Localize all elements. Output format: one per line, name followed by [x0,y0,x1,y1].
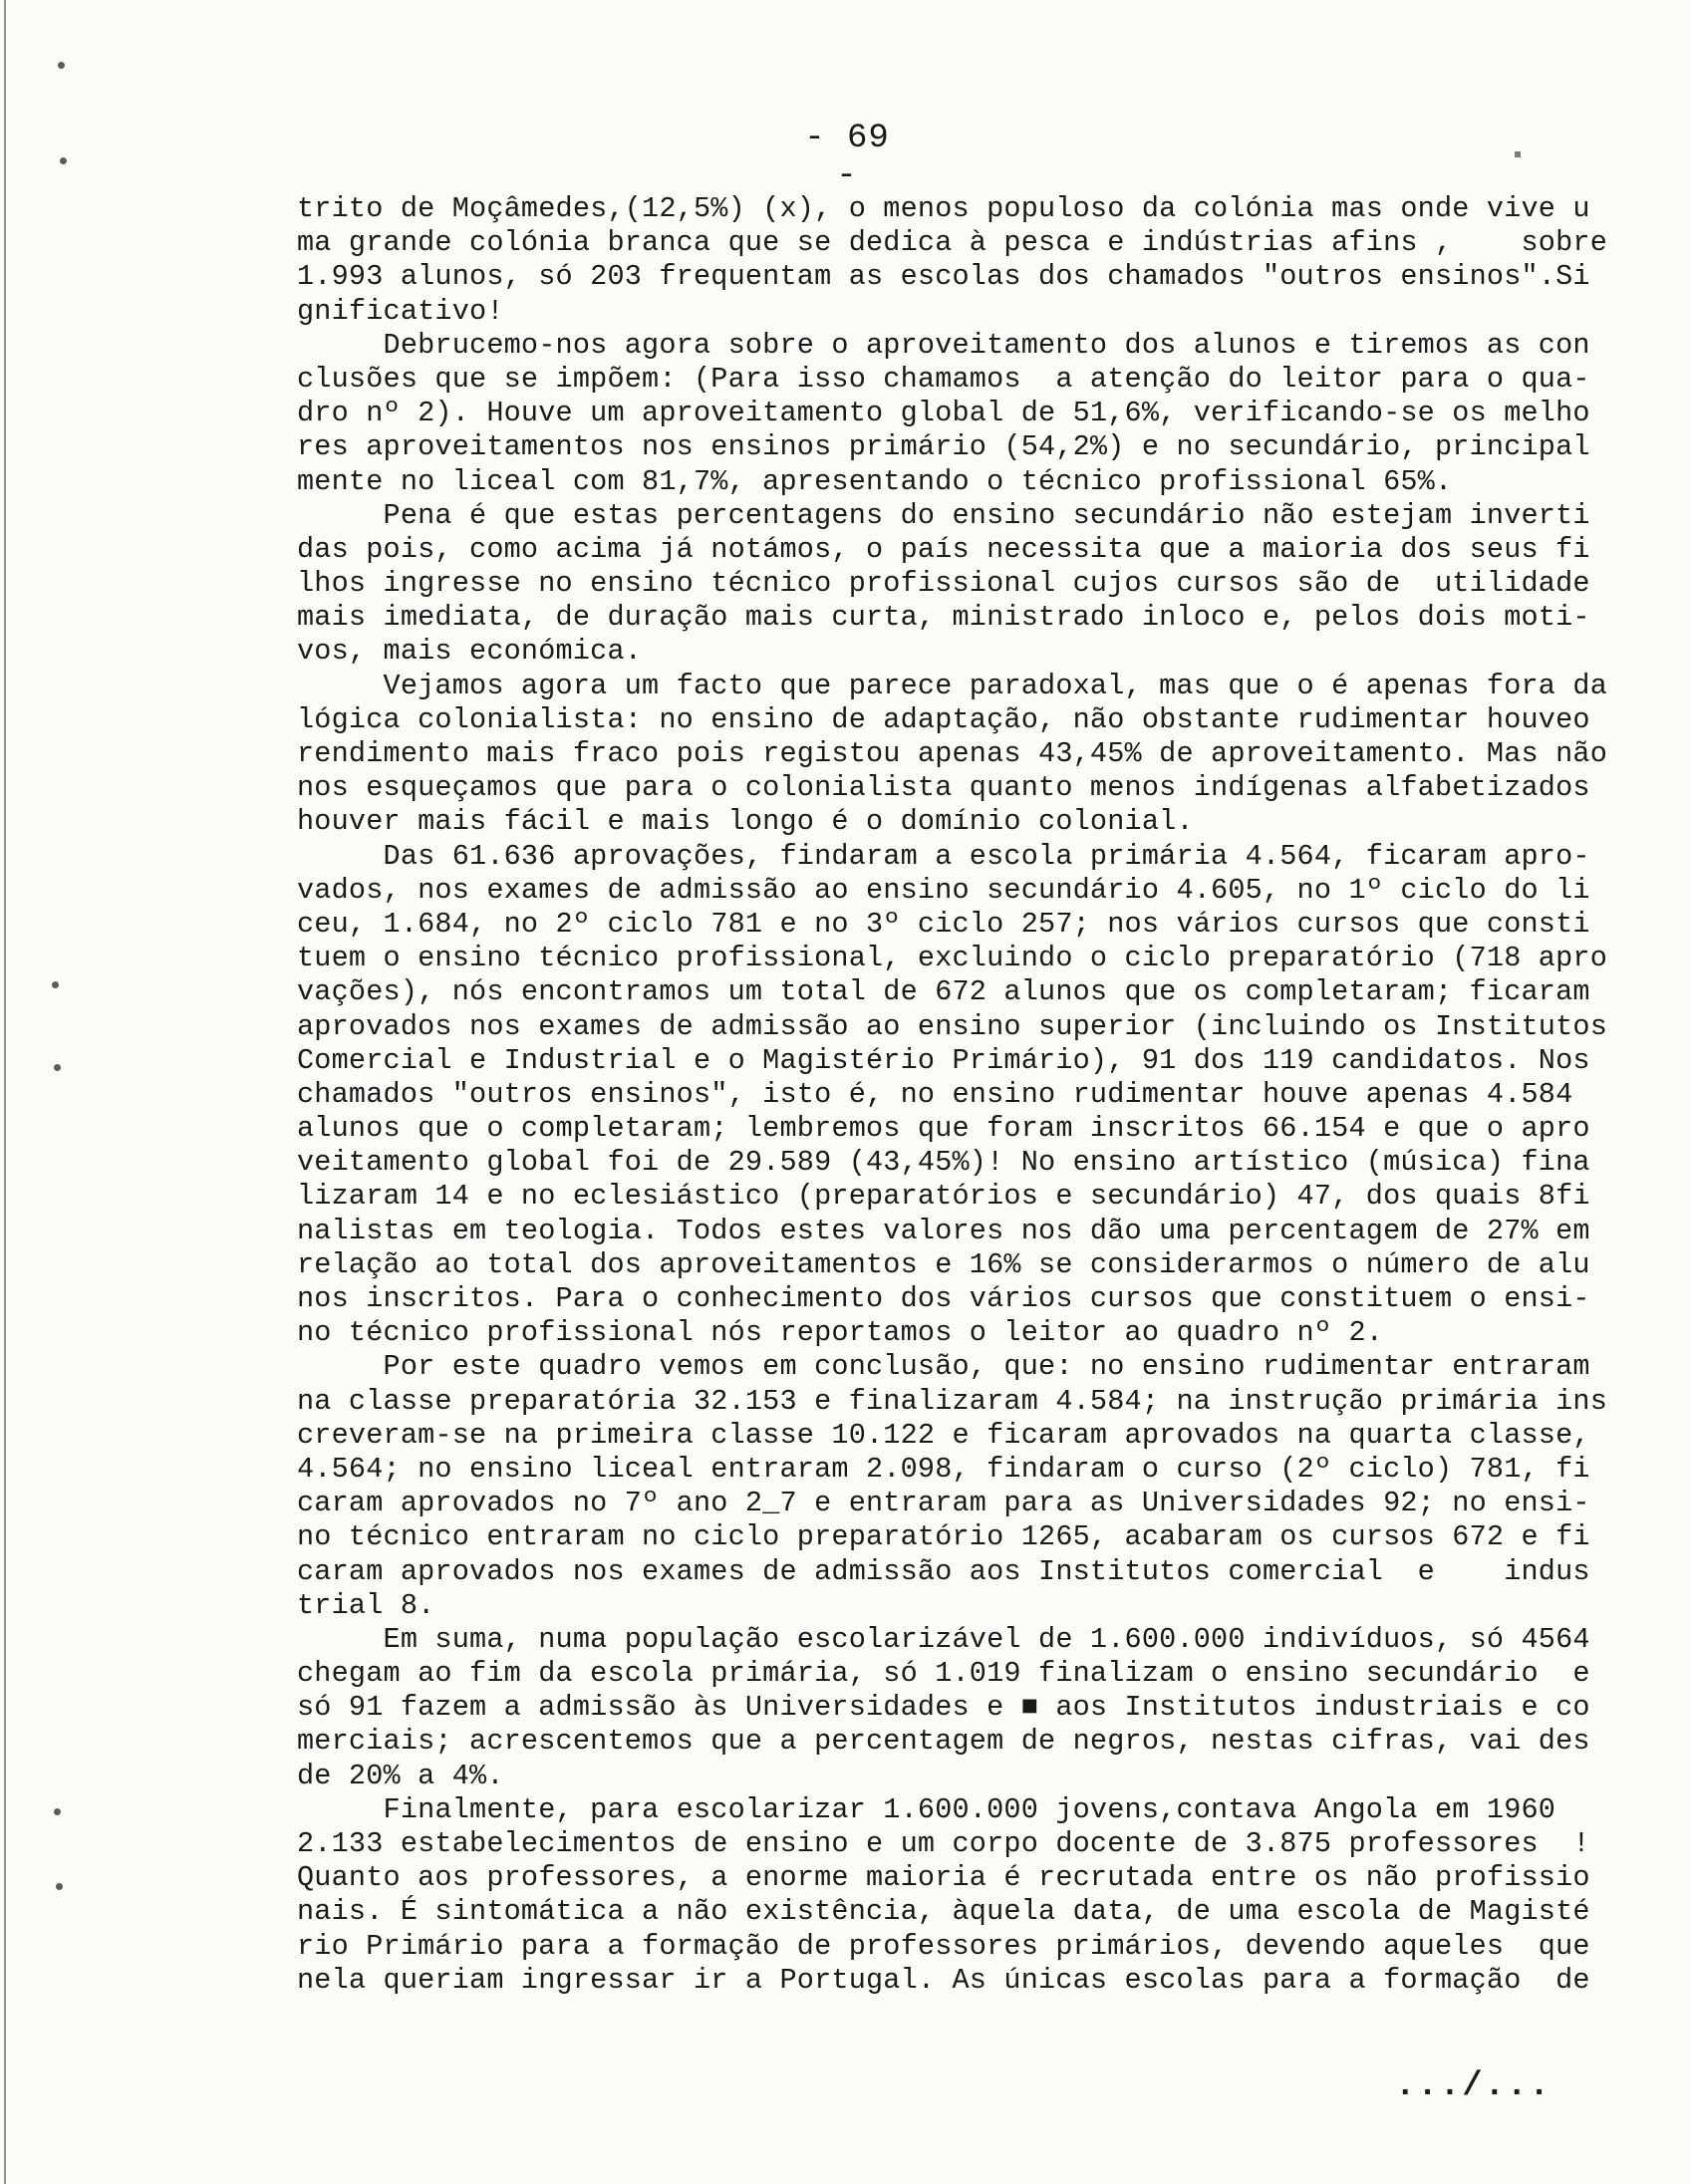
text-line: rio Primário para a formação de professores primários, devendo aqueles que [297,1929,1590,1963]
text-line: Quanto aos professores, a enorme maioria é recrutada entre os não profissio [297,1861,1590,1895]
text-line: merciais; acrescentemos que a percentagem de negros, nestas cifras, vai des [297,1725,1590,1759]
text-line: chegam ao fim da escola primária, só 1.019 finalizam o ensino secundário e [297,1657,1590,1691]
text-line: veitamento global foi de 29.589 (43,45%)! No ensino artístico (música) fina [297,1146,1590,1180]
text-line: vações), nós encontramos um total de 672 alunos que os completaram; ficaram [297,975,1590,1009]
text-line: Debrucemo-nos agora sobre o aproveitamento dos alunos e tiremos as con [297,328,1590,362]
text-line: 1.993 alunos, só 203 frequentam as escolas dos chamados "outros ensinos".Si [297,260,1590,294]
text-line: clusões que se impõem: (Para isso chamamos a atenção do leitor para o qua- [297,362,1590,396]
text-line: aprovados nos exames de admissão ao ensino superior (incluindo os Institutos [297,1009,1608,1043]
text-line: das pois, como acima já notámos, o país necessita que a maioria dos seus fi [297,532,1590,566]
punch-hole-mark [58,62,65,69]
text-line: lhos ingresse no ensino técnico profissional cujos cursos são de utilidade [297,567,1590,601]
text-line: nalistas em teologia. Todos estes valores nos dão uma percentagem de 27% em [297,1214,1590,1247]
text-line: rendimento mais fraco pois registou apenas 43,45% de aproveitamento. Mas não [297,737,1608,770]
text-line: vados, nos exames de admissão ao ensino secundário 4.605, no 1º ciclo do li [297,873,1590,907]
text-line: Por este quadro vemos em conclusão, que: no ensino rudimentar entraram [297,1350,1590,1384]
text-line: relação ao total dos aproveitamentos e 16% se considerarmos o número de alu [297,1247,1590,1281]
text-line: lizaram 14 e no eclesiástico (preparatórios e secundário) 47, dos quais 8fi [297,1180,1590,1214]
page-number: - 69 - [804,120,890,195]
text-line: 2.133 estabelecimentos de ensino e um corpo docente de 3.875 professores ! [297,1827,1590,1860]
punch-hole-mark [52,981,59,988]
text-line: ceu, 1.684, no 2º ciclo 781 e no 3º ciclo 257; nos vários cursos que consti [297,907,1590,941]
text-line: chamados "outros ensinos", isto é, no ensino rudimentar houve apenas 4.584 [297,1077,1573,1111]
punch-hole-mark [54,1808,61,1815]
text-line: vos, mais económica. [297,635,643,669]
text-line: Vejamos agora um facto que parece paradoxal, mas que o é apenas fora da [297,669,1608,702]
text-line: creveram-se na primeira classe 10.122 e ficaram aprovados na quarta classe, [297,1418,1590,1452]
text-line: trito de Moçâmedes,(12,5%) (x), o menos populoso da colónia mas onde vive u [297,192,1590,225]
text-line: nos esqueçamos que para o colonialista quanto menos indígenas alfabetizados [297,771,1590,805]
text-line: na classe preparatória 32.153 e finalizaram 4.584; na instrução primária ins [297,1384,1608,1418]
text-line: houver mais fácil e mais longo é o domínio colonial. [297,805,1194,839]
scan-speck [1515,151,1521,157]
text-line: 4.564; no ensino liceal entraram 2.098, findaram o curso (2º ciclo) 781, fi [297,1452,1590,1486]
text-line: mais imediata, de duração mais curta, ministrado inloco e, pelos dois moti- [297,601,1590,635]
text-line: Das 61.636 aprovações, findaram a escola primária 4.564, ficaram apro- [297,839,1590,873]
text-line: Comercial e Industrial e o Magistério Primário), 91 dos 119 candidatos. Nos [297,1043,1590,1077]
text-line: nos inscritos. Para o conhecimento dos vários cursos que constituem o ensi- [297,1282,1590,1315]
text-line: no técnico entraram no ciclo preparatório 1265, acabaram os cursos 672 e fi [297,1520,1590,1554]
text-line: res aproveitamentos nos ensinos primário (54,2%) e no secundário, principal [297,430,1590,464]
text-line: trial 8. [297,1588,435,1622]
punch-hole-mark [54,1064,61,1071]
text-line: nais. É sintomática a não existência, àquela data, de uma escola de Magisté [297,1895,1590,1929]
body-text [297,192,1608,1998]
text-line: nela queriam ingressar ir a Portugal. As únicas escolas para a formação de [297,1963,1590,1997]
text-line: tuem o ensino técnico profissional, excluindo o ciclo preparatório (718 apro [297,942,1608,975]
text-line: Finalmente, para escolarizar 1.600.000 jovens,contava Angola em 1960 [297,1792,1556,1826]
text-line: no técnico profissional nós reportamos o leitor ao quadro nº 2. [297,1316,1384,1350]
text-line: caram aprovados no 7º ano 2_7 e entraram para as Universidades 92; no ensi- [297,1487,1590,1520]
text-line: dro nº 2). Houve um aproveitamento global de 51,6%, verificando-se os melho [297,397,1590,430]
text-line: só 91 fazem a admissão às Universidades e ■ aos Institutos industriais e co [297,1691,1590,1725]
continuation-mark: .../... [1395,2067,1551,2105]
text-line: alunos que o completaram; lembremos que foram inscritos 66.154 e que o apro [297,1112,1590,1146]
text-line: de 20% a 4%. [297,1759,504,1792]
text-line: Pena é que estas percentagens do ensino secundário não estejam inverti [297,498,1590,532]
binding-edge-line [4,0,6,2184]
text-line: gnificativo! [297,294,504,328]
text-line: ma grande colónia branca que se dedica à pesca e indústrias afins , sobre [297,226,1608,260]
text-line: lógica colonialista: no ensino de adaptação, não obstante rudimentar houveo [297,702,1590,736]
text-line: Em suma, numa população escolarizável de 1.600.000 indivíduos, só 4564 [297,1622,1590,1656]
punch-hole-mark [56,1883,63,1890]
punch-hole-mark [60,157,67,164]
text-line: mente no liceal com 81,7%, apresentando o técnico profissional 65%. [297,464,1453,498]
text-line: caram aprovados nos exames de admissão aos Institutos comercial e indus [297,1554,1590,1588]
